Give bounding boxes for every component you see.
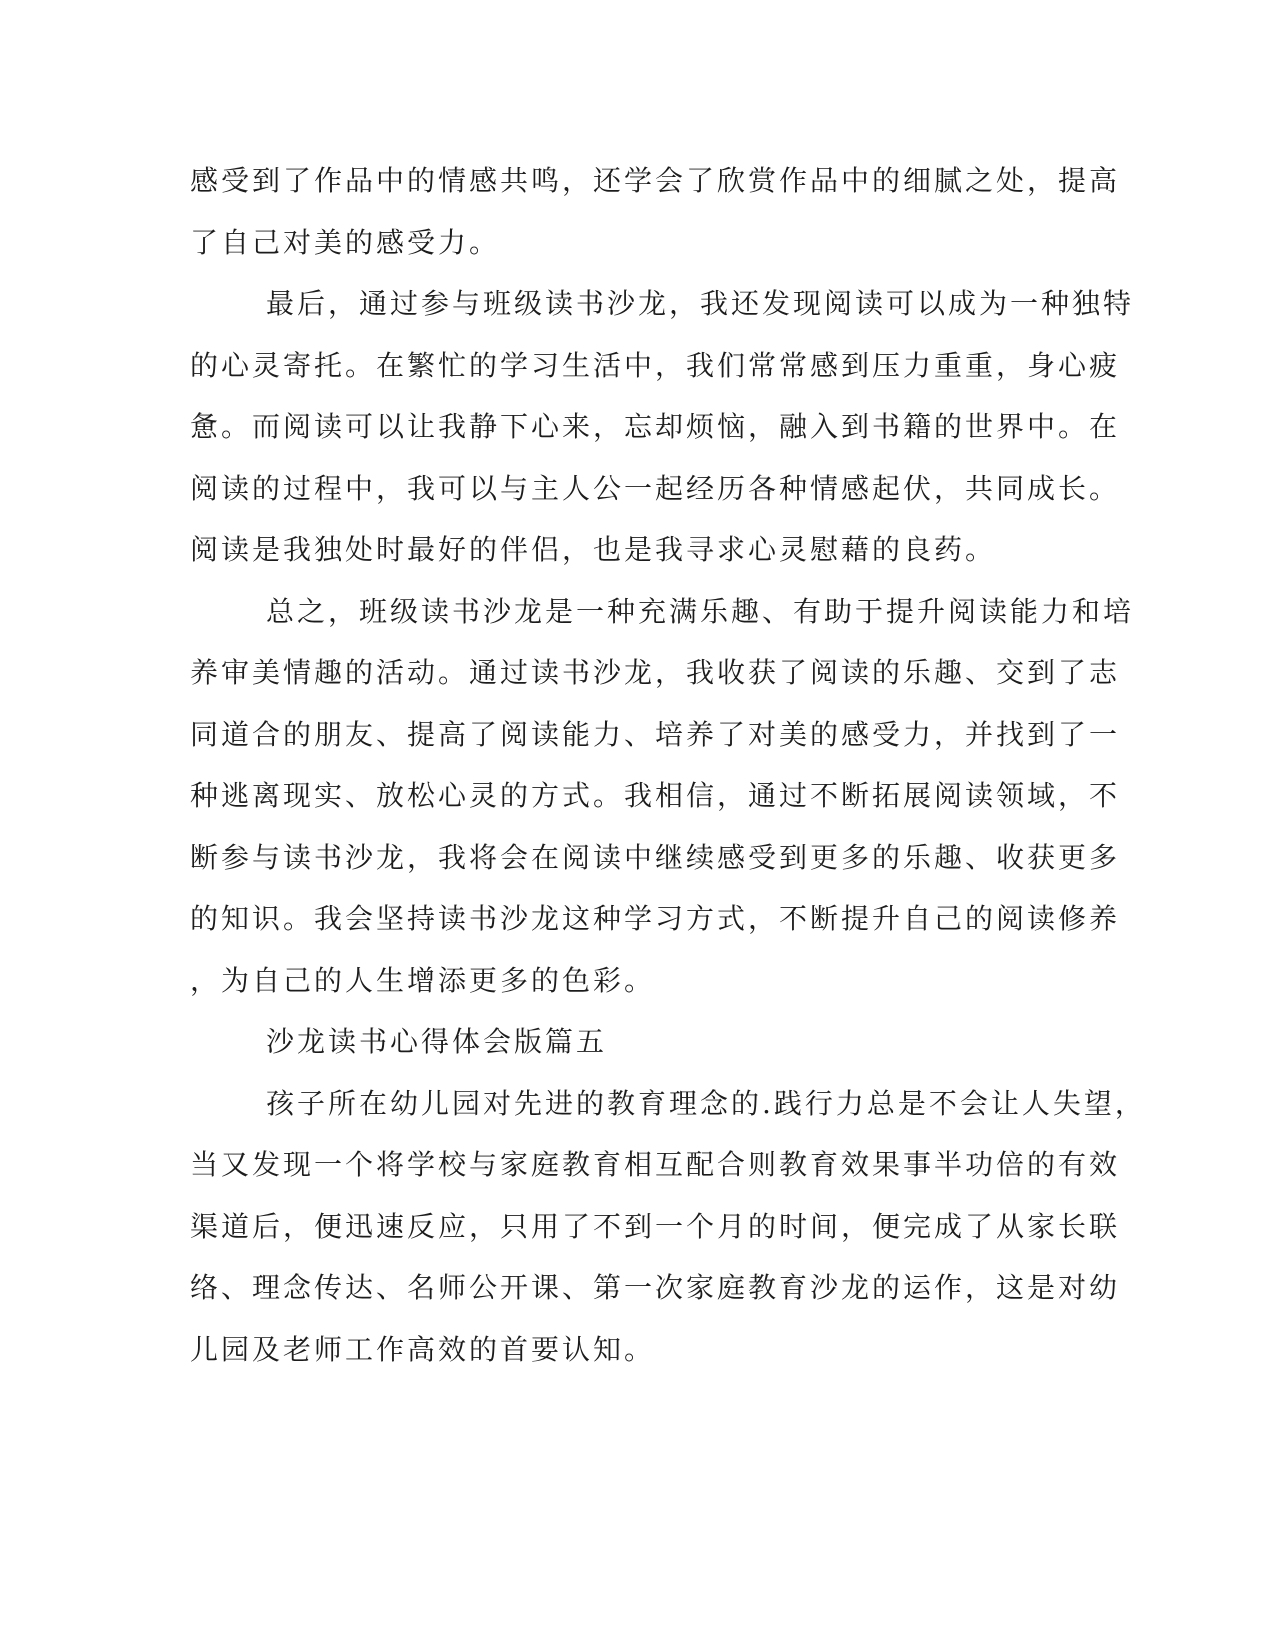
heading-text: 沙龙读书心得体会版篇五 [266,1025,608,1058]
text-line: 同道合的朋友、提高了阅读能力、培养了对美的感受力，并找到了一 [190,717,1121,751]
text-line: 络、理念传达、名师公开课、第一次家庭教育沙龙的运作，这是对幼 [190,1271,1121,1304]
paragraph [190,150,1121,273]
text-line: 种逃离现实、放松心灵的方式。我相信，通过不断拓展阅读领域，不 [190,779,1121,812]
text-line: 的知识。我会坚持读书沙龙这种学习方式，不断提升自己的阅读修养 [190,902,1121,935]
text-line: 孩子所在幼儿园对先进的教育理念的.践行力总是不会让人失望， [266,1086,1146,1120]
text-line: 了自己对美的感受力。 [190,225,501,259]
text-line: 养审美情趣的活动。通过读书沙龙，我收获了阅读的乐趣、交到了志 [190,656,1121,689]
text-line: ，为自己的人生增添更多的色彩。 [190,963,656,997]
text-line: 断参与读书沙龙，我将会在阅读中继续感受到更多的乐趣、收获更多 [190,840,1121,874]
text-line: 阅读的过程中，我可以与主人公一起经历各种情感起伏，共同成长。 [190,471,1121,505]
paragraph [190,1073,1146,1381]
text-line: 惫。而阅读可以让我静下心来，忘却烦恼，融入到书籍的世界中。在 [190,410,1121,443]
text-line: 当又发现一个将学校与家庭教育相互配合则教育效果事半功倍的有效 [190,1148,1121,1181]
document-body [190,150,1146,1380]
paragraph [190,273,1135,581]
text-line: 儿园及老师工作高效的首要认知。 [190,1332,656,1366]
text-line: 渠道后，便迅速反应，只用了不到一个月的时间，便完成了从家长联 [190,1209,1121,1243]
text-line: 感受到了作品中的情感共鸣，还学会了欣赏作品中的细腻之处，提高 [190,164,1121,197]
text-line: 阅读是我独处时最好的伴侣，也是我寻求心灵慰藉的良药。 [190,533,997,566]
text-line: 最后，通过参与班级读书沙龙，我还发现阅读可以成为一种独特 [266,287,1135,320]
section-heading [190,1011,1080,1073]
text-line: 总之，班级读书沙龙是一种充满乐趣、有助于提升阅读能力和培 [266,594,1135,628]
paragraph [190,581,1135,1012]
text-line: 的心灵寄托。在繁忙的学习生活中，我们常常感到压力重重，身心疲 [190,348,1121,382]
